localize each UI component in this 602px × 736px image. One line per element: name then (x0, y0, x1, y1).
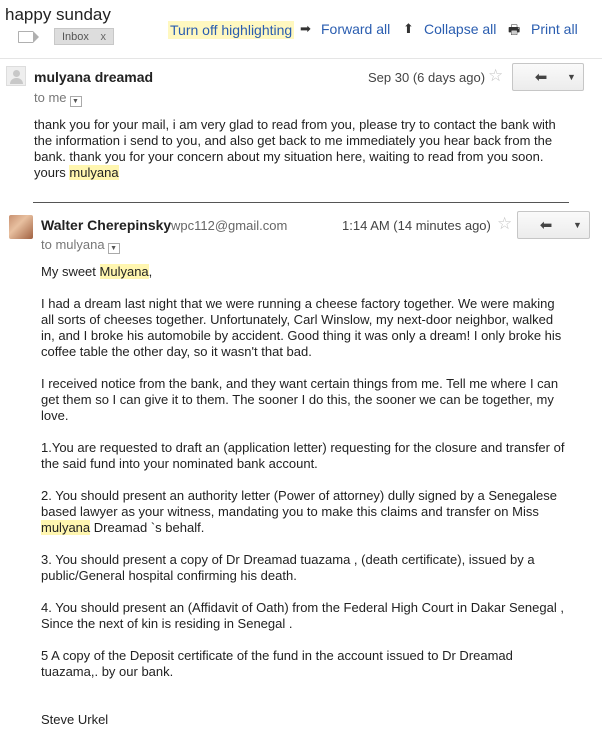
message1-recipients: to me (34, 90, 67, 105)
message1-more-button[interactable] (560, 63, 584, 91)
message1-body-text: thank you for your mail, i am very glad to read from you, please try to contact the bank with the information i send to you, and also get back to me immediately you hear back from the bank. thank you for your concern about my situation here, waiting to read from you soon. yours (34, 117, 556, 180)
message2-to-line[interactable] (41, 237, 120, 253)
details-dropdown-icon[interactable]: ▼ (70, 96, 82, 107)
star-icon[interactable]: ☆ (497, 214, 513, 233)
paragraph-5: 3. You should present a copy of Dr Dreamad tuazama , (death certificate), issued by a public/General hospital confirming his death. (41, 552, 535, 583)
paragraph-1: I had a dream last night that we were running a cheese factory together. We were making all sorts of cheeses together. Unfortunately, Carl Winslow, my next-door neighbor, walked in, and I broke his automobile by accident. Good thing it was only a dream! I only broke his coffee table the other day, so it wasn't that bad. (41, 296, 562, 359)
greeting-highlight: Mulyana (99, 264, 149, 279)
print-icon[interactable]: 🖶 (508, 22, 521, 37)
paragraph-6: 4. You should present an (Affidavit of Oath) from the Federal High Court in Dakar Senegal , Since the next of kin is residing in Senegal . (41, 600, 564, 631)
thread-subject: happy sunday (5, 5, 111, 24)
message2-more-button[interactable] (566, 211, 590, 239)
message2-date: 1:14 AM (14 minutes ago) (342, 218, 491, 233)
star-icon[interactable]: ☆ (488, 66, 504, 85)
paragraph-3: 1.You are requested to draft an (application letter) requesting for the closure and transfer of the said fund into your nominated bank account. (41, 440, 565, 471)
paragraph-4 (41, 488, 569, 536)
inbox-label-text: Inbox (62, 30, 89, 43)
message1-sender[interactable]: mulyana dreamad (34, 69, 154, 85)
forward-all-link[interactable]: Forward all (321, 21, 391, 37)
print-all-link[interactable]: Print all (531, 21, 578, 37)
sender-avatar-placeholder (6, 66, 26, 86)
message1-body (34, 117, 574, 181)
chevron-down-icon: ▼ (573, 220, 582, 230)
thread-toolbar (0, 18, 602, 42)
quote-divider (33, 202, 569, 203)
header-divider (0, 58, 602, 59)
paragraph-4-text: 2. You should present an authority letter (Power of attorney) dully signed by a Senegalese based lawyer as your witness, mandating you to make this claims and transfer on Miss (41, 488, 557, 519)
message2-sender[interactable]: Walter Cherepinsky (41, 217, 172, 233)
turn-off-highlighting-link[interactable]: Turn off highlighting (170, 22, 293, 38)
signature: Steve Urkel (41, 712, 109, 727)
details-dropdown-icon[interactable]: ▼ (108, 243, 120, 254)
forward-arrow-icon[interactable]: ➡ (300, 21, 311, 36)
message2-recipients: to mulyana (41, 237, 105, 252)
paragraph-2: I received notice from the bank, and they want certain things from me. Tell me where I can get them so I can give it to them. The sooner I do this, the sooner we can be together, my love. (41, 376, 559, 423)
sender-avatar-photo (9, 215, 33, 239)
collapse-all-link[interactable]: Collapse all (424, 21, 497, 37)
message2-email: wpc112@gmail.com (171, 218, 288, 233)
greeting-punct: , (148, 264, 153, 279)
collapse-icon[interactable]: ⬆ (403, 21, 414, 36)
message1-date: Sep 30 (6 days ago) (368, 70, 486, 85)
chevron-down-icon: ▼ (567, 72, 576, 82)
paragraph-4-highlight: mulyana (41, 520, 91, 535)
remove-label-button[interactable]: x (100, 31, 106, 43)
message1-to-line[interactable] (34, 90, 82, 106)
paragraph-7: 5 A copy of the Deposit certificate of the fund in the account issued to Dr Dreamad tuazama,. by our bank. (41, 648, 513, 679)
reply-arrow-icon: ⬅ (534, 69, 548, 86)
paragraph-4-tail: Dreamad `s behalf. (90, 520, 205, 535)
greeting (41, 264, 569, 280)
reply-arrow-icon: ⬅ (539, 217, 553, 234)
greeting-text: My sweet (41, 264, 100, 279)
message2-body (41, 264, 569, 728)
message1-highlight: mulyana (69, 165, 119, 180)
